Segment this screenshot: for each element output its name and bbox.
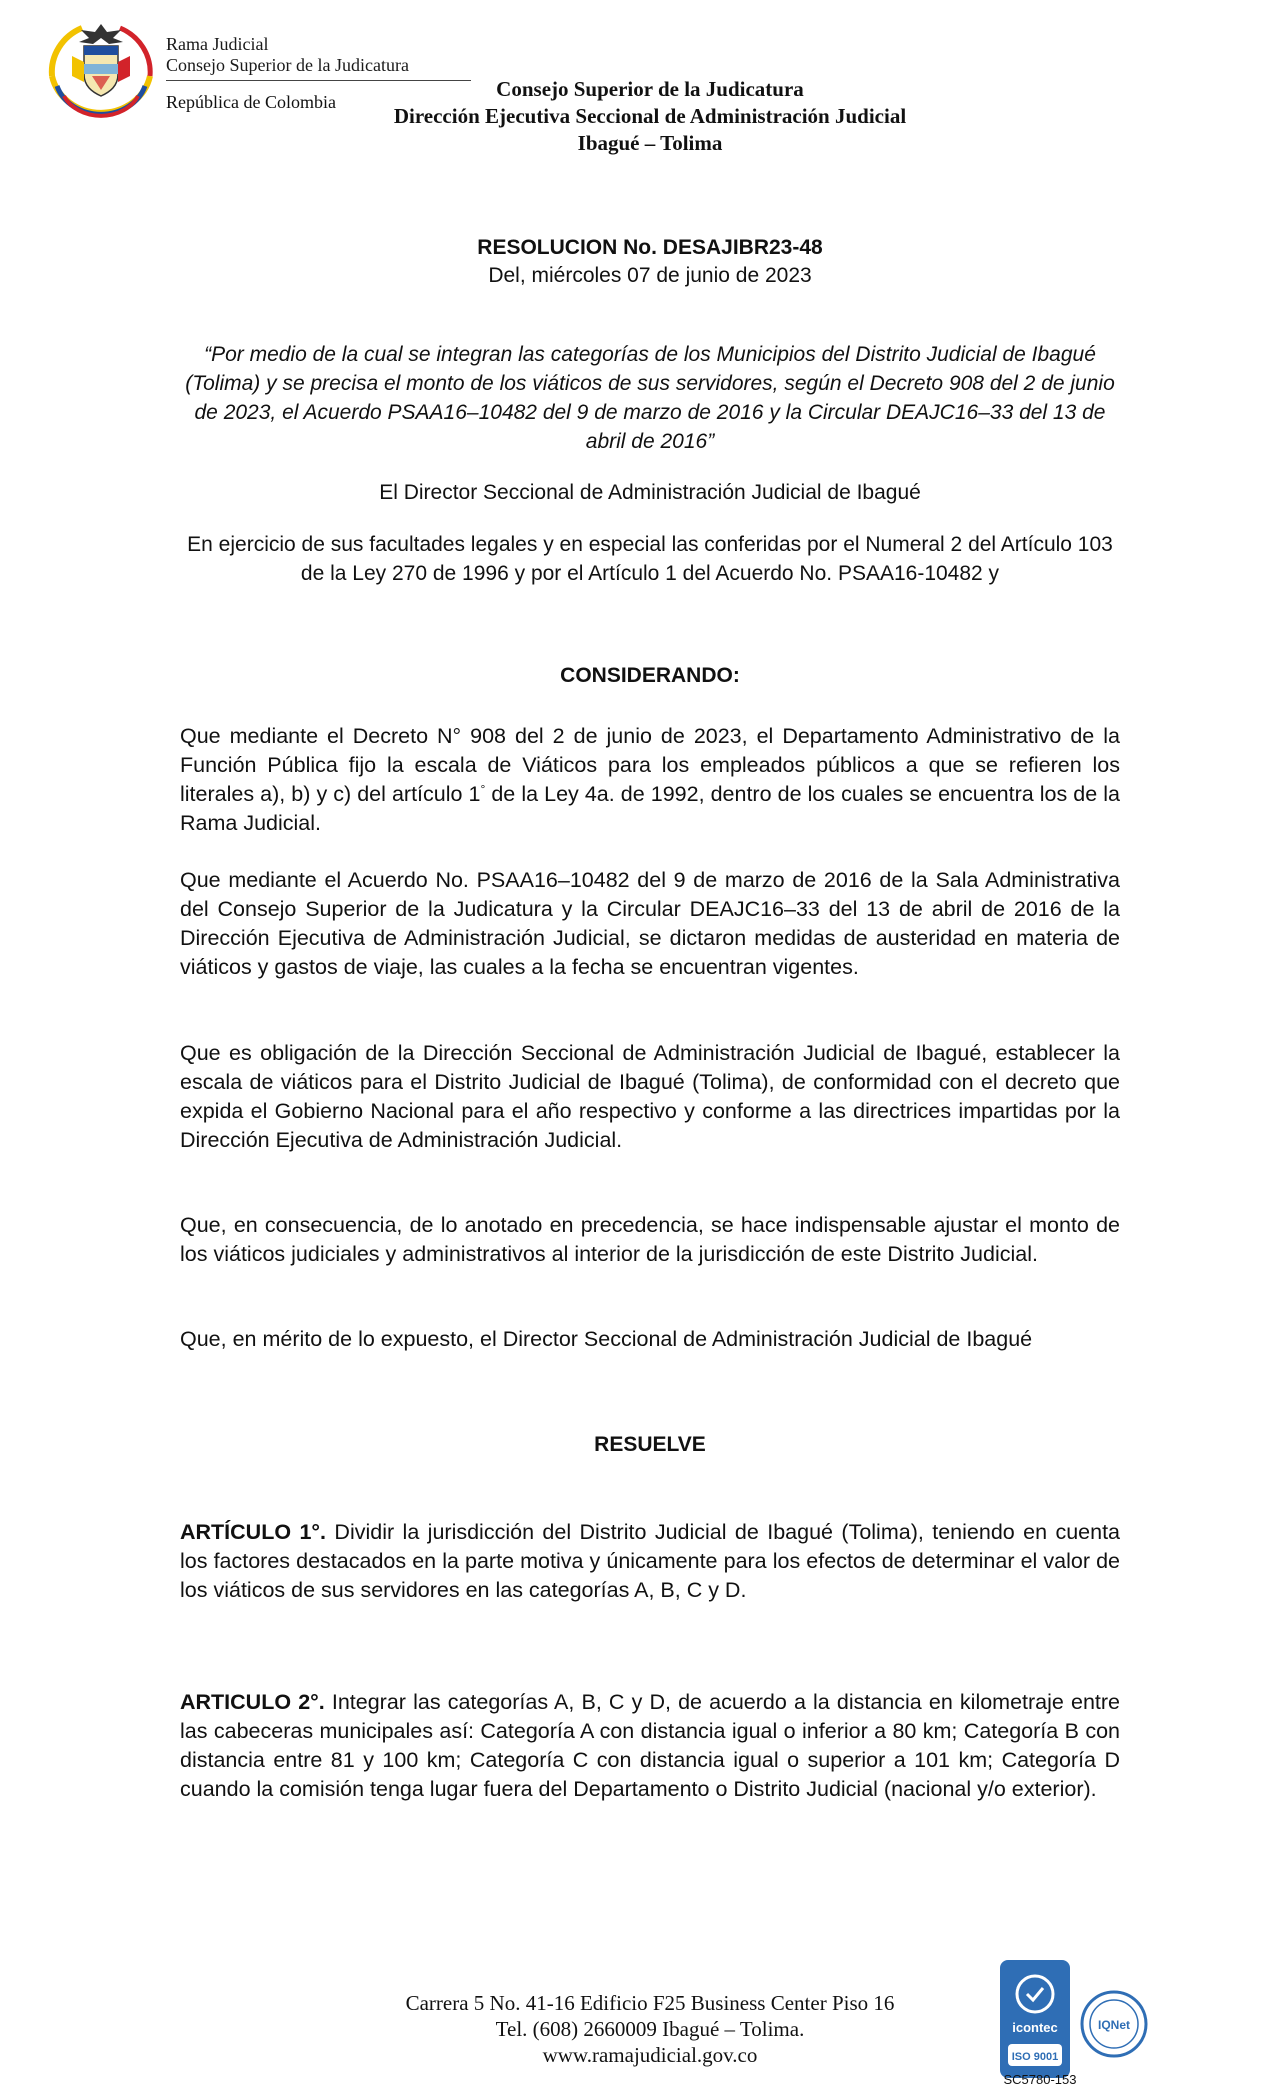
considerando-paragraph-1	[180, 722, 1120, 838]
logo-line-rama-judicial: Rama Judicial	[166, 34, 269, 54]
footer-phone: Tel. (608) 2660009 Ibagué – Tolima.	[495, 2017, 805, 2041]
footer-contact	[300, 1990, 1000, 2068]
considerando-paragraph-2: Que mediante el Acuerdo No. PSAA16–10482 del 9 de marzo de 2016 de la Sala Administrativa del Consejo Superior de la Judicatura y la Circular DEAJC16–33 del 13 de abril de 2016 de la Dirección Ejecutiva de Administración Judicial, se dictaron medidas de austeridad en materia de viáticos y gastos de viaje, las cuales a la fecha se encuentran vigentes.	[180, 868, 1120, 979]
icontec-iso-9001-badge-icon	[1000, 1960, 1070, 2078]
colombia-coat-of-arms-icon	[42, 16, 160, 122]
logo-line-republica: República de Colombia	[166, 92, 336, 112]
org-line-city: Ibagué – Tolima	[577, 131, 723, 155]
resolution-subject: “Por medio de la cual se integran las categorías de los Municipios del Distrito Judicial de Ibagué (Tolima) y se precisa el monto de los viáticos de sus servidores, según el Decreto 908 del 2 de junio de 2023, el Acuerdo PSAA16–10482 del 9 de marzo de 2016 y la Circular DEAJC16–33 del 13 de abril de 2016”	[185, 343, 1115, 453]
degree-superscript: °	[480, 781, 486, 796]
resolution-number: RESOLUCION No. DESAJIBR23-48	[477, 236, 823, 259]
logo-line-consejo: Consejo Superior de la Judicatura	[166, 55, 409, 75]
article-2-label: ARTICULO 2°.	[180, 1690, 325, 1714]
resolution-date: Del, miércoles 07 de junio de 2023	[488, 264, 812, 287]
article-2	[180, 1688, 1120, 1804]
footer-address: Carrera 5 No. 41-16 Edificio F25 Business Center Piso 16	[405, 1991, 895, 2015]
icontec-label: icontec	[1012, 2020, 1058, 2035]
iqnet-label: IQNet	[1097, 2018, 1131, 2032]
considerando-p1-text: Que mediante el Decreto N° 908 del 2 de junio de 2023, el Departamento Administrativo de la Función Pública fijo la escala de Viáticos para los empleados públicos a que se refieren los literales a), b) y c) del artículo 1	[180, 724, 1120, 806]
resuelve-heading: RESUELVE	[594, 1433, 706, 1456]
certificate-code: SC5780-153	[1003, 2072, 1077, 2087]
org-line-direccion: Dirección Ejecutiva Seccional de Administración Judicial	[393, 104, 907, 128]
article-1	[180, 1518, 1120, 1605]
article-1-text: Dividir la jurisdicción del Distrito Judicial de Ibagué (Tolima), teniendo en cuenta los factores destacados en la parte motiva y únicamente para los efectos de determinar el valor de los viáticos de sus servidores en las categorías A, B, C y D.	[180, 1520, 1121, 1602]
article-1-label: ARTÍCULO 1°.	[180, 1520, 327, 1544]
footer-website: www.ramajudicial.gov.co	[542, 2043, 758, 2067]
iso-label: ISO 9001	[1011, 2051, 1059, 2063]
article-2-text: Integrar las categorías A, B, C y D, de acuerdo a la distancia en kilometraje entre las cabeceras municipales así: Categoría A con distancia igual o inferior a 80 km; Categoría B con distancia entre 81 y 100 km; Categoría C con distancia igual o superior a 101 km; Categoría D cuando la comisión tenga lugar fuera del Departamento o Distrito Judicial (nacional y/o exterior).	[180, 1690, 1120, 1801]
considerando-p1-text-end: de la Ley 4a. de 1992, dentro de los cuales se encuentra los de la Rama Judicial.	[180, 782, 1120, 835]
director-line: El Director Seccional de Administración Judicial de Ibagué	[379, 481, 921, 504]
considerando-paragraph-5: Que, en mérito de lo expuesto, el Director Seccional de Administración Judicial de Ibagué	[180, 1327, 1033, 1351]
considerando-paragraph-3: Que es obligación de la Dirección Seccional de Administración Judicial de Ibagué, establecer la escala de viáticos para el Distrito Judicial de Ibagué (Tolima), de conformidad con el decreto que expida el Gobierno Nacional para el año respectivo y conforme a las directrices impartidas por la Dirección Ejecutiva de Administración Judicial.	[180, 1041, 1120, 1152]
considerando-paragraph-4: Que, en consecuencia, de lo anotado en precedencia, se hace indispensable ajustar el monto de los viáticos judiciales y administrativos al interior de la jurisdicción de este Distrito Judicial.	[180, 1213, 1120, 1266]
org-line-consejo: Consejo Superior de la Judicatura	[496, 77, 804, 101]
iqnet-badge-icon	[1080, 1990, 1148, 2058]
considerando-heading: CONSIDERANDO:	[560, 664, 740, 687]
legal-powers: En ejercicio de sus facultades legales y en especial las conferidas por el Numeral 2 del Artículo 103 de la Ley 270 de 1996 y por el Artículo 1 del Acuerdo No. PSAA16-10482 y	[187, 533, 1113, 585]
